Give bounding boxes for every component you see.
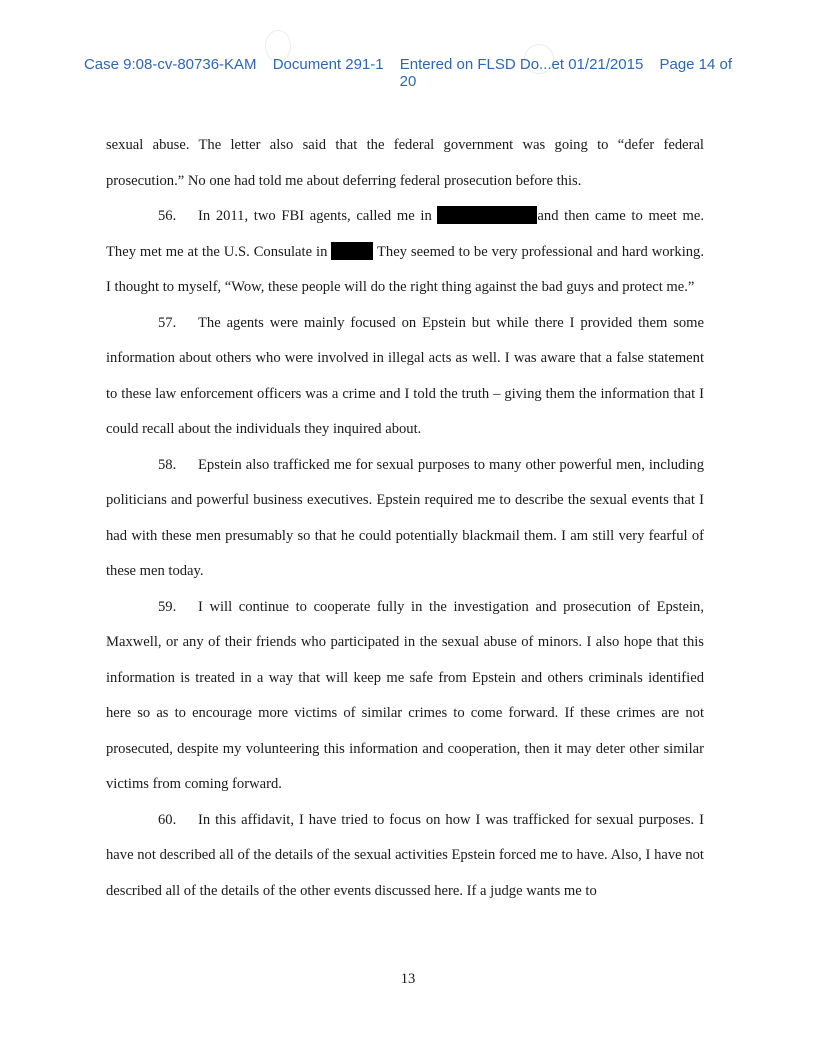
paragraph-60: [106, 803, 704, 910]
paragraph-57: [106, 306, 704, 448]
paragraph-text: They seemed to be very professional and hard working. I thought to myself, “Wow, these people will do the right thing against the bad guys and protect me.”: [106, 243, 704, 295]
paragraph-56: [106, 199, 704, 306]
paragraph-text: Epstein also trafficked me for sexual purposes to many other powerful men, including politicians and powerful business executives. Epstein required me to describe the sexual events that I had with these men presumably so that he could potentially blackmail them. I am still very fearful of these men today.: [106, 456, 704, 579]
paragraph-number: 60.: [158, 811, 177, 828]
paragraph-number: 58.: [158, 456, 177, 473]
paragraph-text: and then came to meet me. They met me at the U.S. Consulate in: [106, 208, 704, 260]
paragraph-text: In 2011, two FBI agents, called me in: [198, 208, 438, 224]
filing-header: [0, 56, 816, 90]
paragraph-text: In this affidavit, I have tried to focus on how I was trafficked for sexual purposes. I have not described all of the details of the sexual activities Epstein forced me to have. Also, I have not described all of the details of the other events discussed here. If a judge wants me to: [106, 811, 704, 899]
entered-date: Entered on FLSD Do...et 01/21/2015: [399, 56, 644, 73]
paragraph-59: [106, 590, 704, 803]
paragraph-number: 57.: [158, 314, 177, 331]
page-of-label: Page 14 of: [659, 56, 733, 73]
paragraph-text: The agents were mainly focused on Epstein but while there I provided them some information about others who were involved in illegal acts as well. I was aware that a false statement to these law enforcement officers was a crime and I told the truth – giving them the information that I could recall about the individuals they inquired about.: [106, 314, 704, 437]
redaction-box: [437, 206, 537, 224]
paragraph-text: I will continue to cooperate fully in the investigation and prosecution of Epstein, Maxwell, or any of their friends who participated in the sexual abuse of minors. I also hope that this information is treated in a way that will keep me safe from Epstein and others criminals identified here so as to encourage more victims of similar crimes to come forward. If these crimes are not prosecuted, despite my volunteering this information and cooperation, then it may deter other similar victims from coming forward.: [106, 598, 704, 792]
paragraph-number: 56.: [158, 208, 177, 224]
page-number: 13: [400, 971, 416, 987]
redaction-box: [331, 242, 373, 260]
paragraph-number: 59.: [158, 598, 177, 615]
document-body: [106, 128, 704, 909]
paragraph-continuation: sexual abuse. The letter also said that the federal government was going to “defer federal prosecution.” No one had told me about deferring federal prosecution before this.: [106, 137, 704, 189]
page-total: 20: [399, 73, 417, 90]
case-number: Case 9:08-cv-80736-KAM: [83, 56, 257, 73]
document-number: Document 291-1: [272, 56, 384, 73]
paragraph-58: [106, 448, 704, 590]
